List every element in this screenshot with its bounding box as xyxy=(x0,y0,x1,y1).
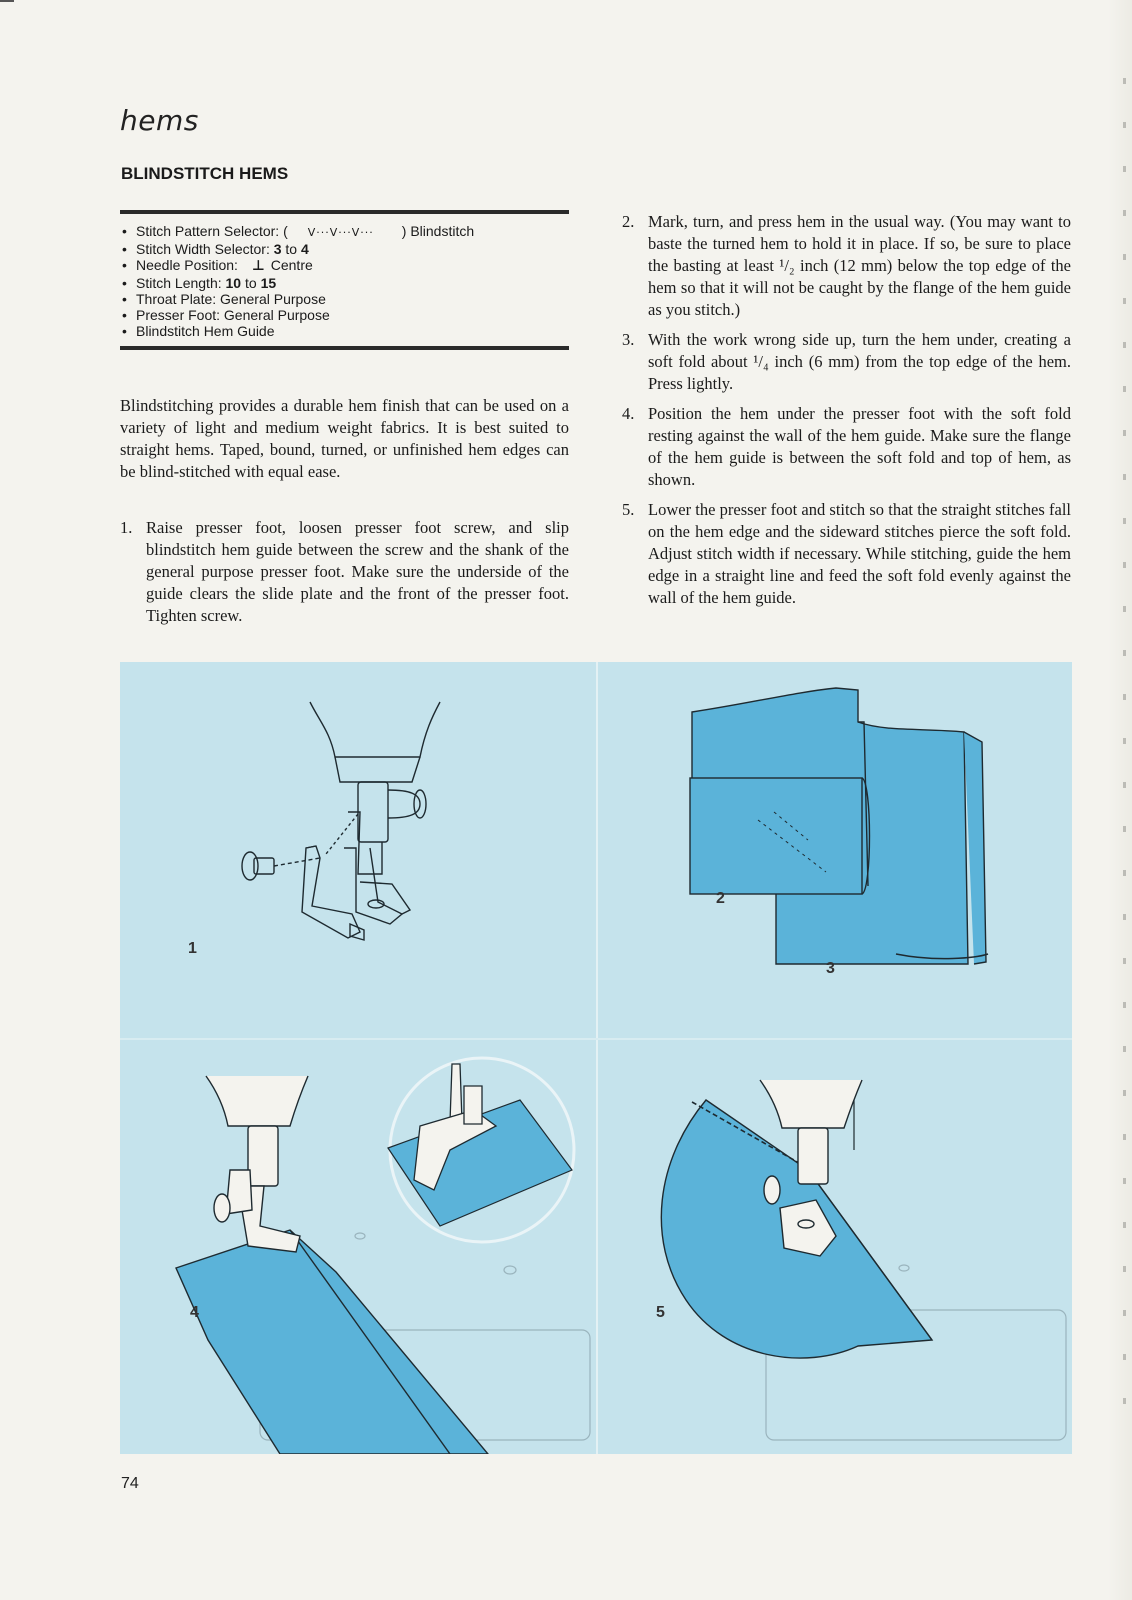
stitch-pattern-label: Stitch Pattern Selector: ( xyxy=(136,223,288,239)
intro-paragraph: Blindstitching provides a durable hem finish that can be used on a variety of light and medium weight fabrics. It is best suited to straight hems. Taped, bound, turned, or unfinished hem edges can be blind-stitched with equal ease. xyxy=(120,396,569,481)
step-item xyxy=(622,499,1071,609)
figure-1-label: 1 xyxy=(188,940,197,957)
stitch-width-label: Stitch Width Selector: xyxy=(136,241,274,258)
step-text: Mark, turn, and press hem in the usual way. (You may want to baste the turned hem to hold it in place. If so, be sure to place the basting at least ¹/₂ inch (12 mm) below the top edge of the hem so that it will not be caught by the flange of the hem guide as you stitch.) xyxy=(648,212,1071,319)
section-title: hems xyxy=(120,104,199,137)
figure-2-label: 2 xyxy=(716,890,725,907)
setting-stitch-length xyxy=(120,275,569,291)
illustration-panel xyxy=(120,662,1072,1454)
step-text: Raise presser foot, loosen presser foot screw, and slip blindstitch hem guide between the screw and the shank of the general purpose presser foot. Make sure the underside of the guide clears the slide plate and the front of the presser foot. Tighten screw. xyxy=(146,518,569,625)
figure-5-stitch-hem xyxy=(596,1040,1072,1416)
presser-foot-guide-illustration xyxy=(120,662,596,1038)
needle-position-value: Centre xyxy=(270,257,313,274)
stitch-length-to-word: to xyxy=(241,274,261,291)
figure-5-label: 5 xyxy=(656,1304,665,1321)
step-item xyxy=(622,211,1071,321)
stitch-width-from: 3 xyxy=(273,241,282,258)
setting-stitch-pattern xyxy=(120,223,569,241)
binding-marks xyxy=(1123,40,1126,1440)
figure-3-label: 3 xyxy=(826,960,835,977)
step-number: 3. xyxy=(622,330,635,349)
stitch-pattern-value: ) Blindstitch xyxy=(401,223,475,239)
machine-settings-box xyxy=(120,210,569,350)
stitching-hem-illustration xyxy=(596,1040,1072,1454)
centre-needle-icon: ⊥ xyxy=(251,258,265,275)
setting-needle-position xyxy=(120,257,569,274)
stitch-length-from: 10 xyxy=(225,274,242,291)
page-binding-edge xyxy=(1108,0,1132,1600)
page-number: 74 xyxy=(121,1475,139,1492)
figure-1-attach-guide xyxy=(120,662,596,1038)
setting-stitch-width xyxy=(120,241,569,257)
stitch-width-to: 4 xyxy=(300,241,309,258)
stitch-width-to-word: to xyxy=(281,241,301,258)
page-subtitle: BLINDSTITCH HEMS xyxy=(121,164,289,183)
settings-list xyxy=(120,223,569,339)
needle-position-label: Needle Position: xyxy=(136,257,238,274)
step-text: Position the hem under the presser foot with the soft fold resting against the wall of the hem guide. Make sure the flange of the hem guide is between the soft fold and top of hem, as shown. xyxy=(648,404,1071,489)
step-item xyxy=(622,329,1071,395)
blindstitch-symbol: V···V···V··· xyxy=(307,226,374,239)
step-number: 5. xyxy=(622,500,635,519)
step-number: 1. xyxy=(120,518,133,537)
step-number: 2. xyxy=(622,212,635,231)
setting-throat-plate: • Throat Plate: General Purpose xyxy=(120,291,569,307)
figure-4-label: 4 xyxy=(190,1304,199,1321)
hem-under-foot-illustration xyxy=(120,1040,596,1454)
steps-column-left xyxy=(120,517,569,635)
step-item xyxy=(622,403,1071,491)
hem-fold-illustration xyxy=(596,662,1072,1038)
figure-2-3-fold-hem xyxy=(596,662,1072,1038)
step-number: 4. xyxy=(622,404,635,423)
steps-column-right xyxy=(622,211,1071,617)
figure-4-position-hem xyxy=(120,1040,596,1416)
step-item xyxy=(120,517,569,627)
stitch-length-label: Stitch Length: xyxy=(136,274,226,291)
setting-hem-guide: • Blindstitch Hem Guide xyxy=(120,323,569,339)
stitch-length-to: 15 xyxy=(260,274,277,291)
step-text: Lower the presser foot and stitch so that the straight stitches fall on the hem edge and the sideward stitches pierce the soft fold. Adjust stitch width if necessary. While stitching, guide the hem edge in a straight line and feed the soft fold evenly against the wall of the hem guide. xyxy=(648,500,1071,607)
page-corner-mark xyxy=(0,0,14,12)
setting-presser-foot: • Presser Foot: General Purpose xyxy=(120,307,569,323)
step-text: With the work wrong side up, turn the hem under, creating a soft fold about ¹/₄ inch (6 mm) from the top edge of the hem. Press lightly. xyxy=(648,330,1071,393)
